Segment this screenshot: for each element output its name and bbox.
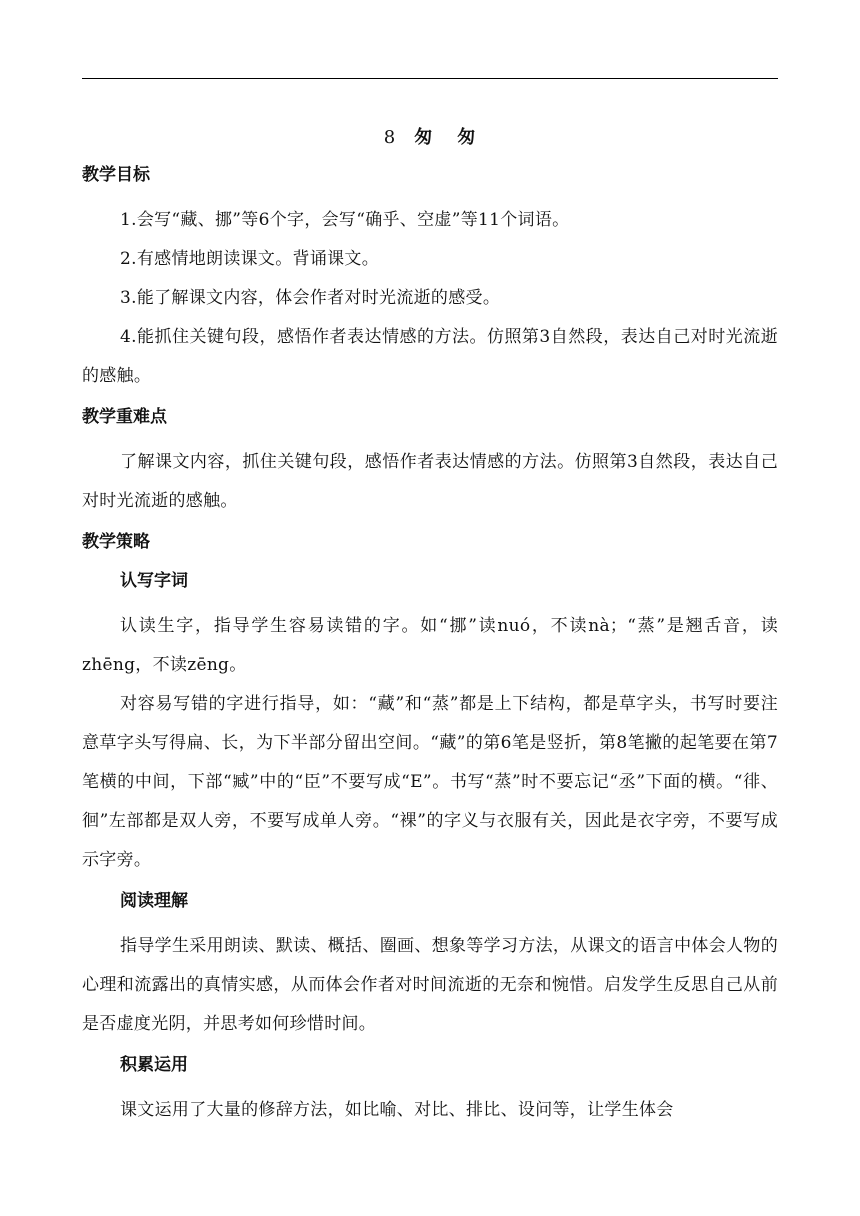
header-rule — [82, 78, 778, 79]
goal-item-2: 2.有感情地朗读课文。背诵课文。 — [120, 249, 380, 269]
key-points-text: 了解课文内容，抓住关键句段，感悟作者表达情感的方法。仿照第3自然段，表达自己对时光流逝的感触。 — [82, 452, 778, 511]
document-body — [82, 162, 778, 1130]
words-paragraph-2: 对容易写错的字进行指导，如：“藏”和“蒸”都是上下结构，都是草字头，书写时要注意草字头写得扁、长，为下半部分留出空间。“藏”的第6笔是竖折，第8笔撇的起笔要在第7笔横的中间，下部“臧”中的“臣”不要写成“E”。书写“蒸”时不要忘记“丞”下面的横。“徘、徊”左部都是双人旁，不要写成单人旁。“裸”的字义与衣服有关，因此是衣字旁，不要写成示字旁。 — [82, 694, 778, 870]
goal-item-3: 3.能了解课文内容，体会作者对时光流逝的感受。 — [120, 288, 501, 308]
words-paragraph-1: 认读生字，指导学生容易读错的字。如“挪”读nuó，不读nà；“蒸”是翘舌音，读zhēng，不读zēng。 — [82, 616, 778, 675]
words-subheading: 认写字词 — [120, 571, 188, 591]
key-points-heading: 教学重难点 — [82, 407, 167, 427]
lesson-title — [82, 125, 778, 151]
lesson-title-char-1: 匆 — [414, 127, 434, 148]
strategy-heading: 教学策略 — [82, 532, 150, 552]
goal-item-1: 1.会写“藏、挪”等6个字，会写“确乎、空虚”等11个词语。 — [120, 210, 570, 230]
usage-paragraph-1: 课文运用了大量的修辞方法，如比喻、对比、排比、设问等，让学生体会 — [120, 1100, 674, 1120]
goal-item-4: 4.能抓住关键句段，感悟作者表达情感的方法。仿照第3自然段，表达自己对时光流逝的感触。 — [82, 327, 778, 386]
reading-subheading: 阅读理解 — [120, 891, 188, 911]
lesson-number: 8 — [383, 127, 397, 148]
reading-paragraph-1: 指导学生采用朗读、默读、概括、圈画、想象等学习方法，从课文的语言中体会人物的心理和流露出的真情实感，从而体会作者对时间流逝的无奈和惋惜。启发学生反思自己从前是否虚度光阴，并思考如何珍惜时间。 — [82, 936, 778, 1034]
lesson-title-char-2: 匆 — [457, 127, 477, 148]
goals-heading: 教学目标 — [82, 165, 150, 185]
usage-subheading: 积累运用 — [120, 1055, 188, 1075]
